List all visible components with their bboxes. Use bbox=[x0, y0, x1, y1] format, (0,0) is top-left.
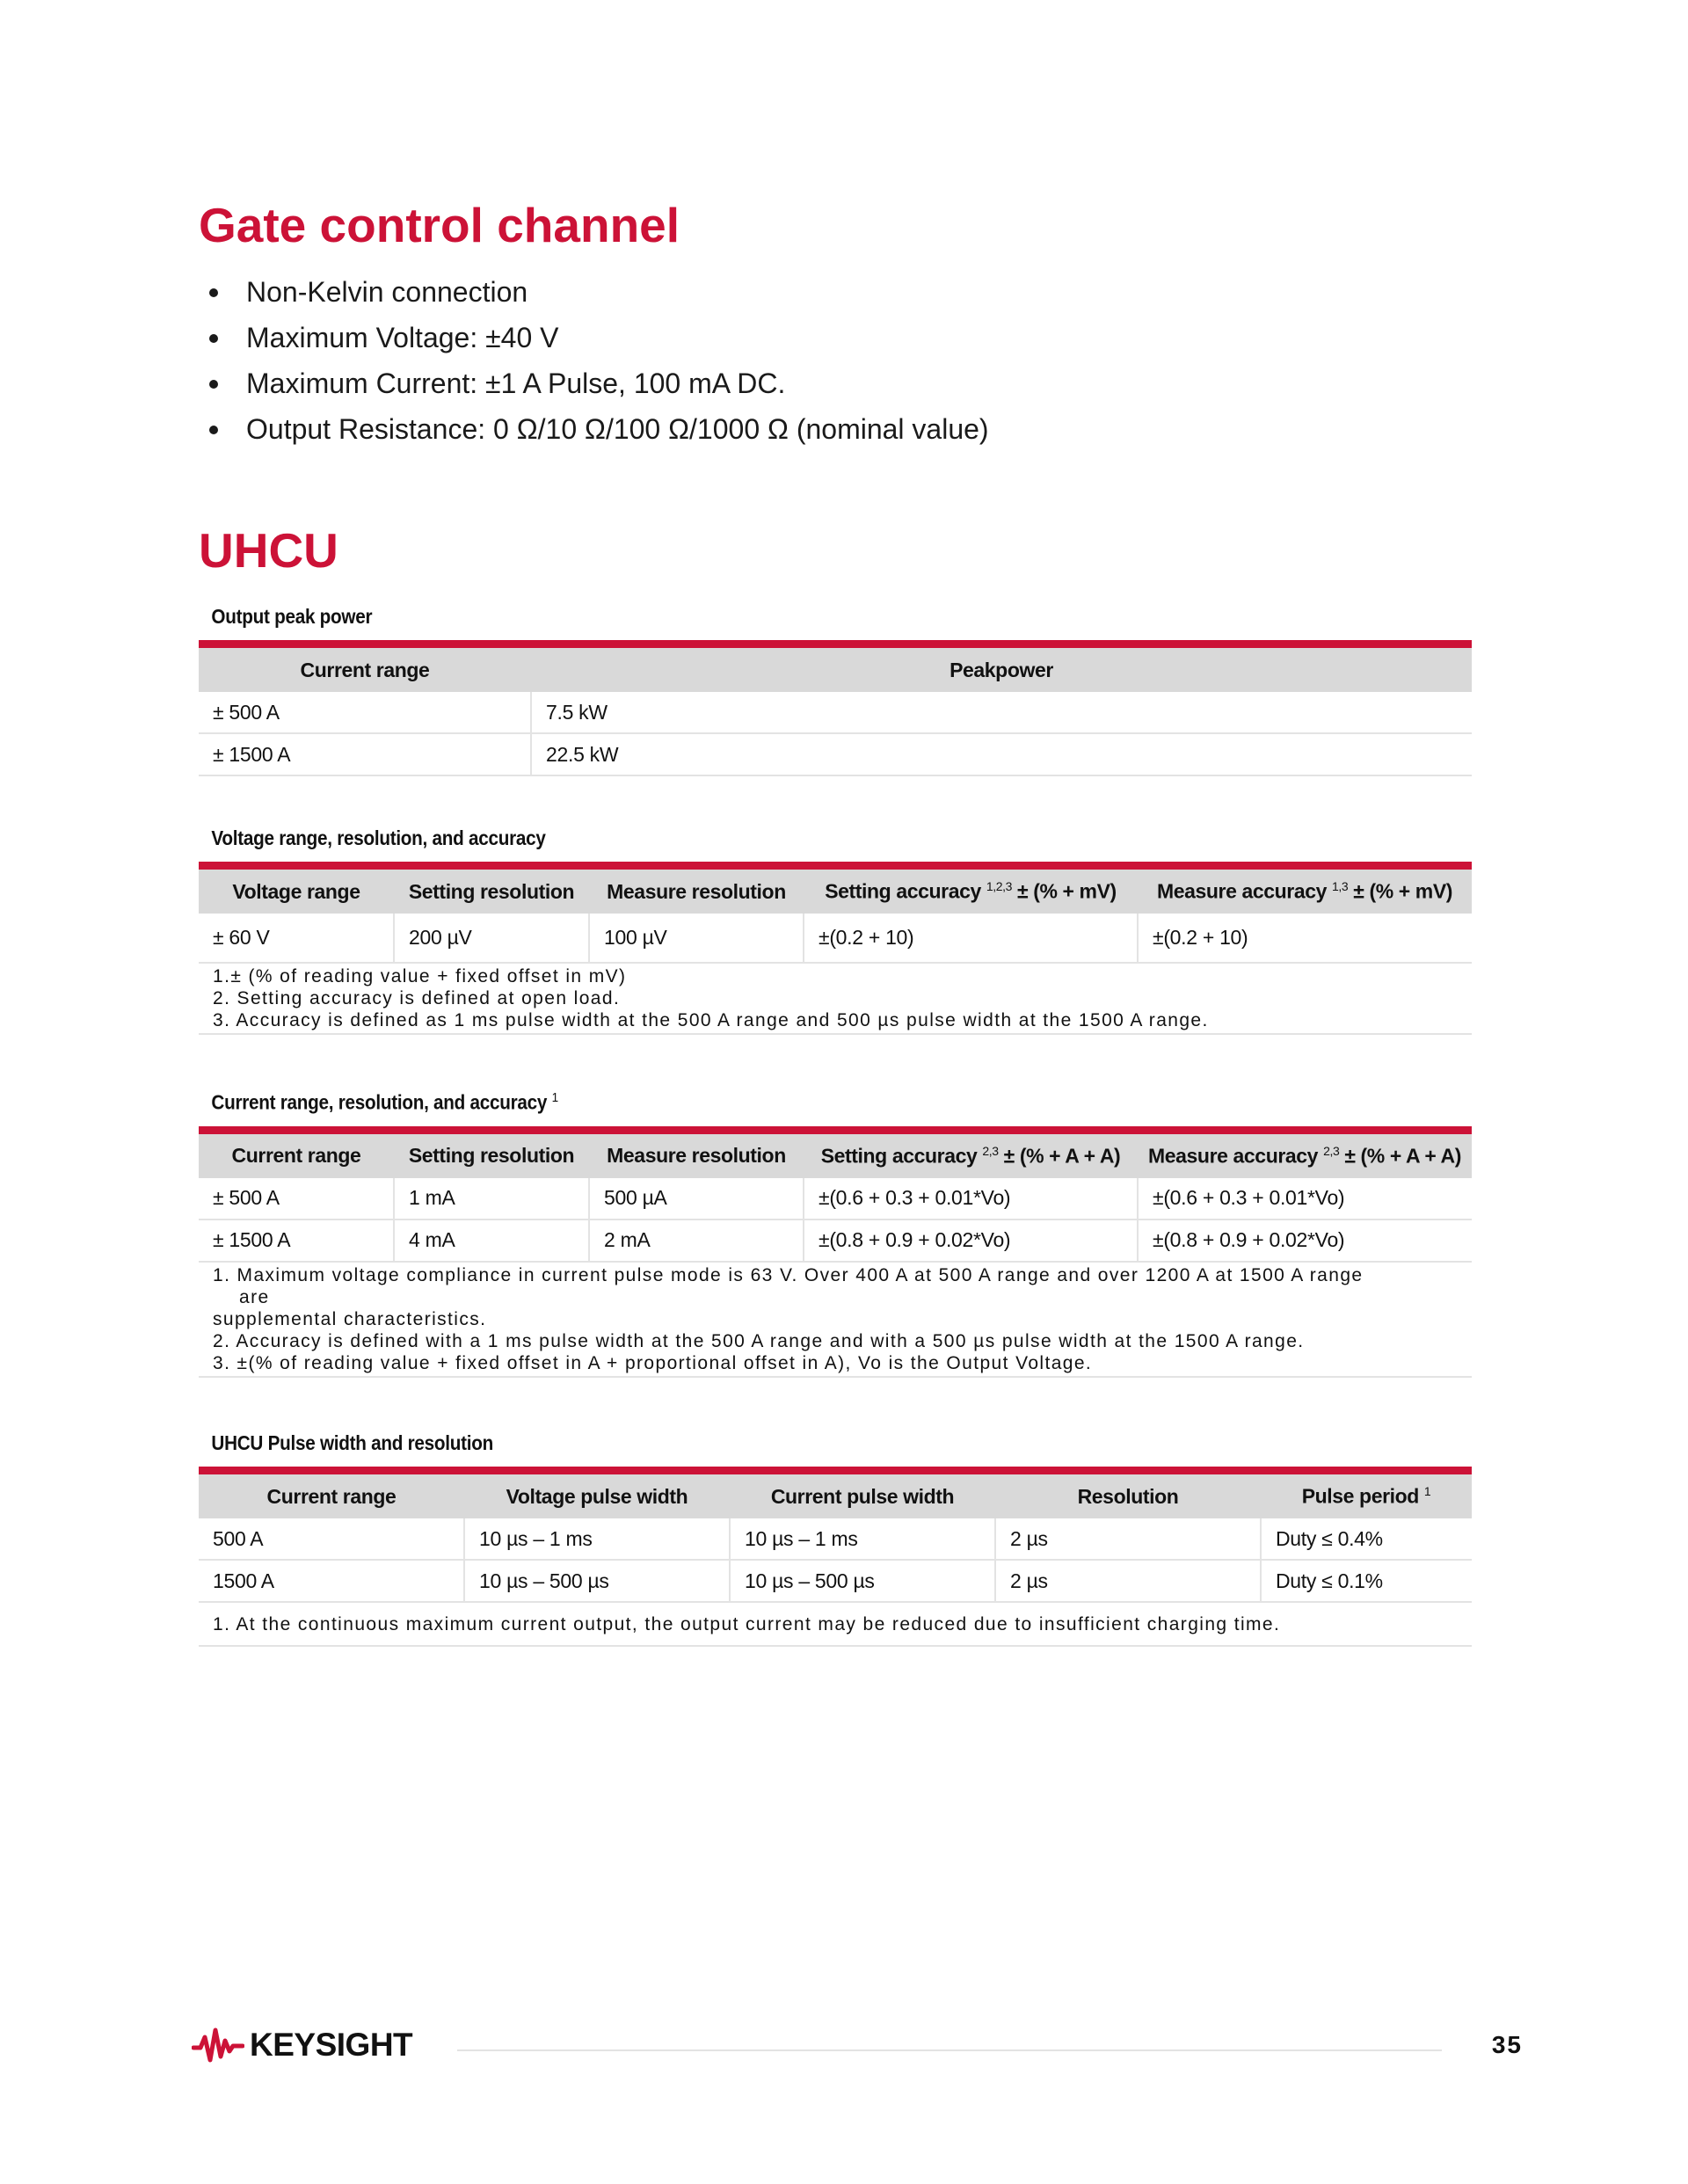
footnote: 2. Accuracy is defined with a 1 ms pulse width at the 500 A range and with a 500 µs pulse width at the 1500 A range. bbox=[213, 1330, 1305, 1351]
table-cell: Duty ≤ 0.4% bbox=[1261, 1518, 1472, 1560]
table-caption-output-peak-power: Output peak power bbox=[211, 605, 373, 628]
table-cell: 2 mA bbox=[589, 1219, 804, 1262]
section-title-gate-control: Gate control channel bbox=[199, 198, 680, 252]
table-cell: 2 µs bbox=[995, 1518, 1261, 1560]
pulse-width-table bbox=[199, 1467, 1472, 1647]
table-cell: 200 µV bbox=[394, 914, 589, 963]
footer-divider bbox=[457, 2049, 1442, 2051]
column-header: Peakpower bbox=[531, 644, 1472, 693]
bullet-item bbox=[199, 269, 1517, 315]
table-cell: ±(0.6 + 0.3 + 0.01*Vo) bbox=[1138, 1178, 1472, 1219]
table-cell: 10 µs – 1 ms bbox=[730, 1518, 995, 1560]
table-cell: 1500 A bbox=[199, 1560, 464, 1602]
table-cell: 2 µs bbox=[995, 1560, 1261, 1602]
voltage-range-table bbox=[199, 862, 1472, 1035]
table-cell: 500 A bbox=[199, 1518, 464, 1560]
column-header: Current range bbox=[199, 1130, 394, 1178]
bullet-text: Maximum Current: ±1 A Pulse, 100 mA DC. bbox=[246, 368, 786, 399]
table-row bbox=[199, 1219, 1472, 1262]
table-row bbox=[199, 733, 1472, 775]
table-footnotes bbox=[199, 963, 1472, 1034]
table-row bbox=[199, 1178, 1472, 1219]
table-cell: ±(0.2 + 10) bbox=[1138, 914, 1472, 963]
column-header: Measure resolution bbox=[589, 1130, 804, 1178]
bullet-text: Maximum Voltage: ±40 V bbox=[246, 322, 559, 353]
table-cell: 1 mA bbox=[394, 1178, 589, 1219]
table-footnotes bbox=[199, 1602, 1472, 1646]
output-peak-power-block bbox=[199, 603, 1472, 776]
table-cell: ± 1500 A bbox=[199, 733, 531, 775]
table-row bbox=[199, 1518, 1472, 1560]
column-header: Setting accuracy $^{1,2,3}$ ± (% + mV) bbox=[804, 866, 1138, 914]
table-cell: 10 µs – 500 µs bbox=[730, 1560, 995, 1602]
table-cell: ± 1500 A bbox=[199, 1219, 394, 1262]
table-cell: 22.5 kW bbox=[531, 733, 1472, 775]
column-header: Measure accuracy $^{2,3}$ ± (% + A + A) bbox=[1138, 1130, 1472, 1178]
bullet-item bbox=[199, 406, 1517, 452]
table-footnotes bbox=[199, 1262, 1472, 1377]
table-notes-row bbox=[199, 1602, 1472, 1646]
page-number: 35 bbox=[1491, 2031, 1523, 2058]
current-range-block bbox=[199, 1085, 1472, 1378]
table-row bbox=[199, 914, 1472, 963]
bullet-item bbox=[199, 315, 1517, 360]
keysight-logo bbox=[192, 2027, 412, 2064]
footnote: 1.± (% of reading value + fixed offset in mV) bbox=[213, 966, 627, 986]
bullet-dot-icon bbox=[209, 380, 218, 389]
brand-name: KEYSIGHT bbox=[250, 2027, 413, 2063]
table-cell: ±(0.6 + 0.3 + 0.01*Vo) bbox=[804, 1178, 1138, 1219]
bullet-text: Non-Kelvin connection bbox=[246, 276, 528, 308]
table-cell: ± 60 V bbox=[199, 914, 394, 963]
table-notes-row bbox=[199, 1262, 1472, 1377]
table-caption-voltage-range: Voltage range, resolution, and accuracy bbox=[211, 826, 546, 849]
table-header-row bbox=[199, 1130, 1472, 1178]
table-caption-pulse-width: UHCU Pulse width and resolution bbox=[211, 1431, 493, 1454]
footnote: 1. Maximum voltage compliance in current pulse mode is 63 V. Over 400 A at 500 A range and over 1200 A at 1500 A range bbox=[213, 1264, 1364, 1285]
bullet-dot-icon bbox=[209, 288, 218, 297]
column-header: Measure resolution bbox=[589, 866, 804, 914]
table-notes-row bbox=[199, 963, 1472, 1034]
column-header: Current range bbox=[199, 644, 531, 693]
table-row bbox=[199, 692, 1472, 733]
column-header: Voltage range bbox=[199, 866, 394, 914]
bullet-dot-icon bbox=[209, 426, 218, 434]
output-peak-power-table bbox=[199, 640, 1472, 776]
table-row bbox=[199, 1560, 1472, 1602]
table-caption-current-range: Current range, resolution, and accuracy $^1$ bbox=[211, 1090, 558, 1114]
table-cell: 100 µV bbox=[589, 914, 804, 963]
table-cell: 10 µs – 1 ms bbox=[464, 1518, 730, 1560]
footnote: 1. At the continuous maximum current output, the output current may be reduced due to insufficient charging time. bbox=[213, 1613, 1281, 1634]
table-cell: 500 µA bbox=[589, 1178, 804, 1219]
table-header-row bbox=[199, 644, 1472, 693]
footnote: supplemental characteristics. bbox=[213, 1308, 487, 1329]
table-cell: 10 µs – 500 µs bbox=[464, 1560, 730, 1602]
column-header: Setting resolution bbox=[394, 866, 589, 914]
table-cell: ±(0.2 + 10) bbox=[804, 914, 1138, 963]
column-header: Setting accuracy $^{2,3}$ ± (% + A + A) bbox=[804, 1130, 1138, 1178]
column-header: Setting resolution bbox=[394, 1130, 589, 1178]
table-cell: 7.5 kW bbox=[531, 692, 1472, 733]
footnote: 3. Accuracy is defined as 1 ms pulse width at the 500 A range and 500 µs pulse width at the 1500 A range. bbox=[213, 1010, 1209, 1030]
table-cell: ±(0.8 + 0.9 + 0.02*Vo) bbox=[804, 1219, 1138, 1262]
table-cell: 4 mA bbox=[394, 1219, 589, 1262]
pulse-width-block bbox=[199, 1430, 1472, 1647]
column-header: Measure accuracy $^{1,3}$ ± (% + mV) bbox=[1138, 866, 1472, 914]
keysight-wave-icon bbox=[192, 2027, 244, 2064]
table-cell: ±(0.8 + 0.9 + 0.02*Vo) bbox=[1138, 1219, 1472, 1262]
column-header: Resolution bbox=[995, 1471, 1261, 1519]
bullet-item bbox=[199, 360, 1517, 406]
current-range-table bbox=[199, 1126, 1472, 1378]
column-header: Current pulse width bbox=[730, 1471, 995, 1519]
voltage-range-block bbox=[199, 825, 1472, 1035]
gate-bullet-list bbox=[199, 269, 1517, 452]
footnote: are bbox=[239, 1286, 270, 1307]
table-cell: Duty ≤ 0.1% bbox=[1261, 1560, 1472, 1602]
column-header: Current range bbox=[199, 1471, 464, 1519]
table-header-row bbox=[199, 866, 1472, 914]
table-cell: ± 500 A bbox=[199, 692, 531, 733]
table-header-row bbox=[199, 1471, 1472, 1519]
bullet-dot-icon bbox=[209, 334, 218, 343]
bullet-text: Output Resistance: 0 Ω/10 Ω/100 Ω/1000 Ω (nominal value) bbox=[246, 413, 989, 445]
column-header: Pulse period $^1$ bbox=[1261, 1471, 1472, 1519]
section-title-uhcu: UHCU bbox=[199, 523, 338, 578]
column-header: Voltage pulse width bbox=[464, 1471, 730, 1519]
footnote: 3. ±(% of reading value + fixed offset in A + proportional offset in A), Vo is the Output Voltage. bbox=[213, 1352, 1093, 1373]
footnote: 2. Setting accuracy is defined at open load. bbox=[213, 988, 621, 1008]
table-cell: ± 500 A bbox=[199, 1178, 394, 1219]
